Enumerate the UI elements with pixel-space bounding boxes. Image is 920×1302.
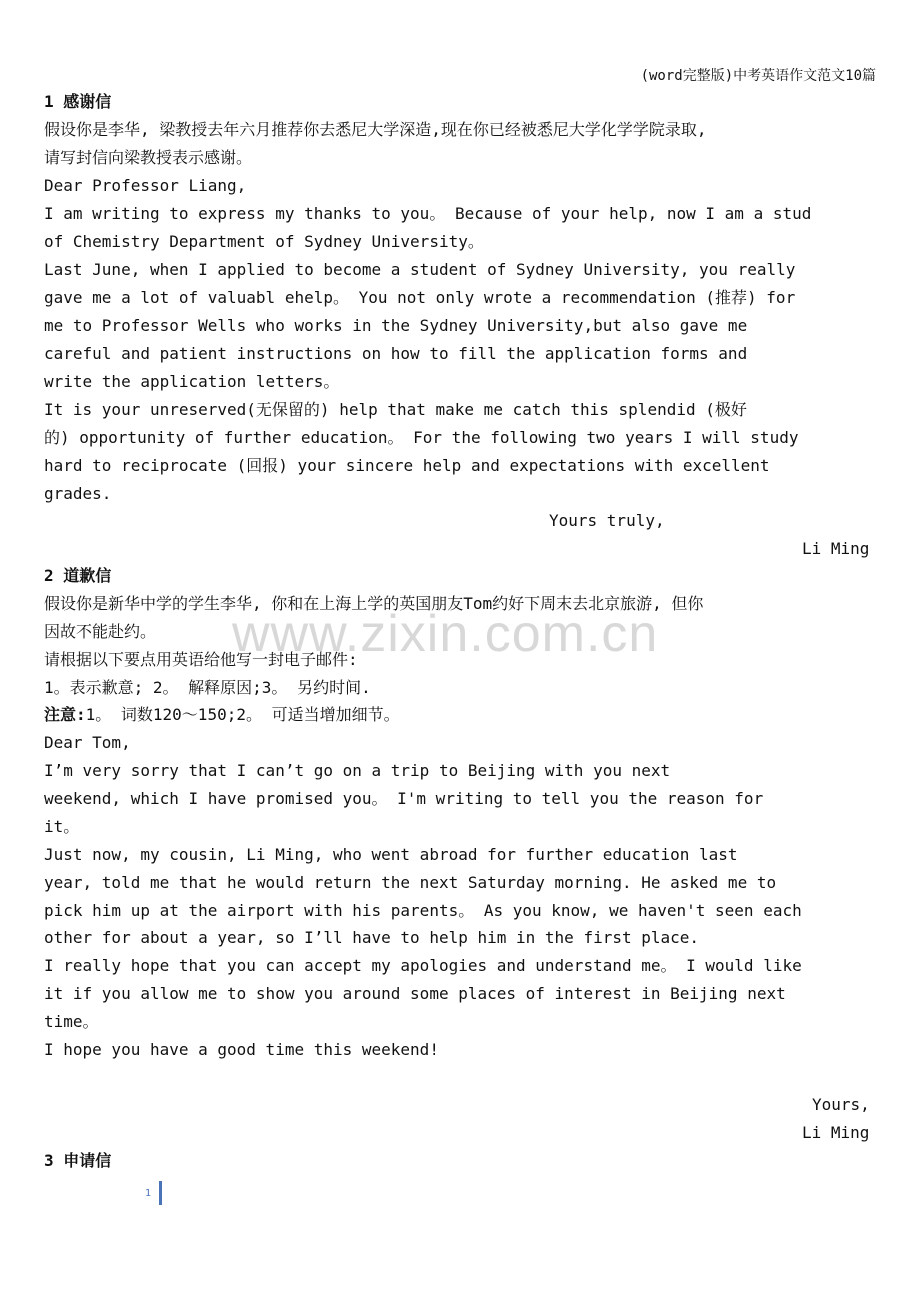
section-1-body-line: 的) opportunity of further education。 For the following two years I will study [44,428,799,447]
section-1-closing: Yours truly, [549,511,665,530]
section-1-body-line: I am writing to express my thanks to you。 Because of your help, now I am a stud [44,204,812,223]
section-1-prompt-line: 假设你是李华, 梁教授去年六月推荐你去悉尼大学深造,现在你已经被悉尼大学化学学院录取, [44,120,707,139]
section-1-signature: Li Ming [802,539,870,558]
section-2-prompt-line: 1。表示歉意; 2。 解释原因;3。 另约时间. [44,678,371,697]
section-2-body-line: weekend, which I have promised you。 I'm writing to tell you the reason for [44,789,764,808]
page-number: 1 [145,1188,152,1199]
section-1-heading: 1 感谢信 [44,92,112,111]
page-header: (word完整版)中考英语作文范文10篇 [640,68,876,84]
section-1-body-line: gave me a lot of valuabl ehelp。 You not only wrote a recommendation (推荐) for [44,288,796,307]
section-1-body-line: It is your unreserved(无保留的) help that make me catch this splendid (极好 [44,400,747,419]
section-1-salutation: Dear Professor Liang, [44,176,247,195]
section-2-prompt-line: 请根据以下要点用英语给他写一封电子邮件: [44,650,358,669]
section-2-heading: 2 道歉信 [44,566,112,585]
section-2-body-line: I really hope that you can accept my apologies and understand me。 I would like [44,956,802,975]
section-2-body-line: I hope you have a good time this weekend! [44,1040,439,1059]
section-2-note-text: 1。 词数120～150;2。 可适当增加细节。 [85,705,400,724]
footer-bar [159,1181,162,1205]
section-1-body-line: of Chemistry Department of Sydney University。 [44,232,484,251]
section-2-prompt-line: 假设你是新华中学的学生李华, 你和在上海上学的英国朋友Tom约好下周末去北京旅游, 但你 [44,594,704,613]
section-2-body-line: year, told me that he would return the next Saturday morning. He asked me to [44,873,777,892]
section-1-body-line: me to Professor Wells who works in the Sydney University,but also gave me [44,316,748,335]
section-1-body-line: Last June, when I applied to become a student of Sydney University, you really [44,260,796,279]
section-2-body-line: time。 [44,1012,99,1031]
section-2-signature: Li Ming [802,1123,870,1142]
section-2-body-line: pick him up at the airport with his parents。 As you know, we haven't seen each [44,901,802,920]
section-2-body-line: it。 [44,817,80,836]
section-3-heading: 3 申请信 [44,1151,112,1170]
section-1-body-line: write the application letters。 [44,372,340,391]
section-1-prompt-line: 请写封信向梁教授表示感谢。 [44,148,253,167]
section-2-body-line: I’m very sorry that I can’t go on a trip to Beijing with you next [44,761,671,780]
section-2-body-line: other for about a year, so I’ll have to help him in the first place. [44,928,700,947]
section-2-closing: Yours, [812,1095,870,1114]
section-2-body-line: it if you allow me to show you around some places of interest in Beijing next [44,984,786,1003]
section-2-prompt-line: 因故不能赴约。 [44,622,157,641]
section-1-body-line: hard to reciprocate (回报) your sincere help and expectations with excellent [44,456,770,475]
section-1-body-line: grades. [44,484,112,503]
section-1-body-line: careful and patient instructions on how to fill the application forms and [44,344,748,363]
section-2-body-line: Just now, my cousin, Li Ming, who went abroad for further education last [44,845,738,864]
section-2-salutation: Dear Tom, [44,733,131,752]
watermark: www.zixin.com.cn [232,605,659,663]
section-2-note [44,705,400,725]
section-2-note-label: 注意: [44,705,86,724]
